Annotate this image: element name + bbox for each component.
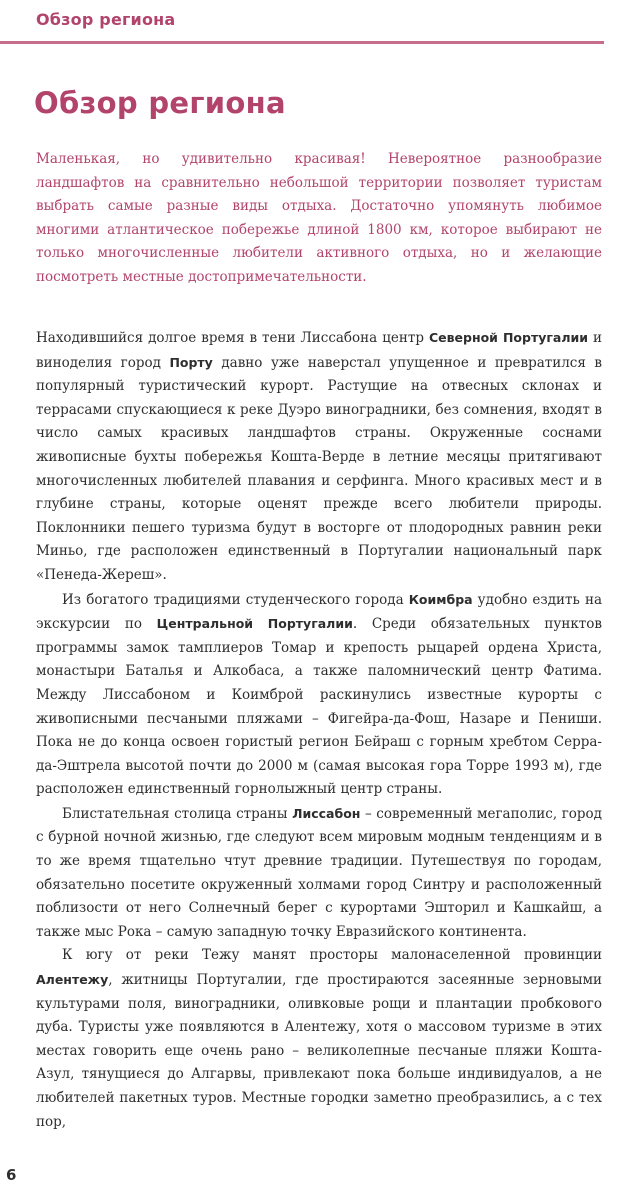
paragraph-text: давно уже наверстал упущенное и превратился в популярный туристический курорт. Растущие на отвесных склонах и террасами спускающиеся к реке Дуэро виноградники, без сомнения, входят в число самых красивых ландшафтов страны. Окруженные соснами живописные бухты побережья Кошта-Верде в летние месяцы притягивают многочисленных любителей плавания и серфинга. Много красивых мест и в глубине страны, которые оценят прежде всего любители природы. Поклонники пешего туризма будут в восторге от плодородных равнин реки Миньо, где расположен единственный в Португалии национальный парк «Пенеда-Жереш». — [36, 354, 602, 583]
paragraph-alentejo — [36, 944, 602, 1134]
highlight-city: Коимбра — [408, 591, 473, 607]
paragraph-north — [36, 326, 602, 588]
highlight-region: Алентежу — [36, 972, 109, 988]
paragraph-text: – современный мегаполис, город с бурной ночной жизнью, где следуют всем мировым модным тенденциям и в то же время тщательно чтут древние традиции. Путешествуя по городам, обязательно посетите окруженный холмами город Синтру и расположенный поблизости от него Солнечный берег с курортами Эшторил и Кашкайш, а также мыс Рока – самую западную точку Евразийского континента. — [36, 805, 602, 940]
highlight-region: Центральной Португалии — [156, 616, 353, 632]
paragraph-lisbon — [36, 802, 602, 945]
paragraph-text: . Среди обязательных пунктов программы замок тамплиеров Томар и крепость рыцарей ордена Христа, монастыри Баталья и Алкобаса, а также паломнический центр Фатима. Между Лиссабоном и Коимброй раскинулись известные курорты с живописными песчаными пляжами – Фигейра-да-Фош, Назаре и Пениши. Пока не до конца освоен гористый регион Бейраш с горным хребтом Серра-да-Эштрела высотой почти до 2000 м (самая высокая гора Торре 1993 м), где расположен единственный горнолыжный центр страны. — [36, 616, 602, 798]
page-number: 6 — [6, 1166, 17, 1184]
paragraph-text: удобно ездить на экскурсии по — [36, 591, 602, 633]
header-rule — [0, 41, 604, 44]
body-text — [36, 326, 602, 1134]
paragraph-text: , житницы Португалии, где простираются засеянные зерновыми культурами поля, виноградники, оливковые рощи и плантации пробкового дуба. Туристы уже появляются в Алентежу, хотя о массовом туризме в этих местах говорить еще очень рано – великолепные песчаные пляжи Кошта-Азул, тянущиеся до Алгарвы, привлекают пока больше индивидуалов, а не любителей пакетных туров. Местные городки заметно преобразились, а с тех пор, — [36, 972, 602, 1130]
paragraph-text: и виноделия город — [36, 330, 602, 371]
page-title: Обзор региона — [34, 86, 286, 120]
paragraph-central — [36, 588, 602, 802]
lead-paragraph: Маленькая, но удивительно красивая! Невероятное разнообразие ландшафтов на сравнительно небольшой территории позволяет туристам выбрать самые разные виды отдыха. Достаточно упомянуть любимое многими атлантическое побережье длиной 1800 км, которое выбирают не только многочисленные любители активного отдыха, но и желающие посмотреть местные достопримечательности. — [36, 151, 602, 285]
paragraph-text: Из богатого традициями студенческого города — [62, 591, 409, 608]
paragraph-text: Блистательная столица страны — [62, 805, 293, 822]
paragraph-text: Находившийся долгое время в тени Лиссабона центр — [36, 330, 429, 346]
highlight-city: Лиссабон — [292, 805, 361, 821]
highlight-region: Северной Португалии — [428, 330, 589, 345]
paragraph-text: К югу от реки Тежу манят просторы малонаселенной провинции — [62, 947, 602, 964]
highlight-city: Порту — [169, 354, 213, 370]
running-header: Обзор региона — [36, 10, 176, 29]
